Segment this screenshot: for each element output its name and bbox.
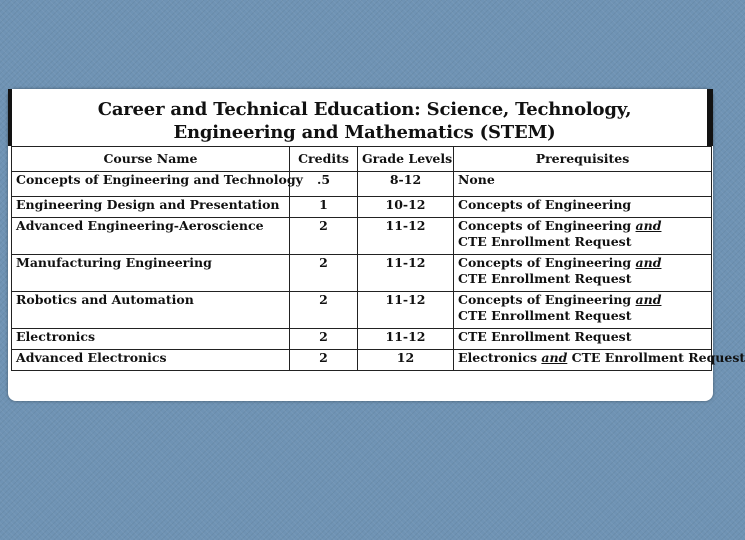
prerequisite-text: CTE Enrollment Request bbox=[458, 234, 632, 249]
grade-levels-cell: 11-12 bbox=[358, 329, 454, 350]
table-row bbox=[12, 255, 712, 292]
header-grade-levels: Grade Levels bbox=[358, 147, 454, 172]
credits-cell: 2 bbox=[290, 350, 358, 371]
credits-cell: 2 bbox=[290, 255, 358, 292]
prerequisites-cell bbox=[454, 350, 745, 371]
prerequisite-connector: and bbox=[635, 255, 662, 270]
prerequisite-line bbox=[458, 197, 707, 213]
prerequisite-line bbox=[458, 329, 707, 345]
prerequisite-line bbox=[458, 218, 707, 234]
prerequisite-line bbox=[458, 292, 707, 308]
grade-levels-cell: 11-12 bbox=[358, 292, 454, 329]
course-name-cell: Electronics bbox=[12, 329, 290, 350]
prerequisite-line bbox=[458, 308, 707, 324]
course-name-cell: Robotics and Automation bbox=[12, 292, 290, 329]
prerequisite-text: CTE Enrollment Request bbox=[458, 308, 632, 323]
prerequisites-cell bbox=[454, 218, 712, 255]
prerequisite-text: None bbox=[458, 172, 495, 187]
prerequisites-cell bbox=[454, 255, 712, 292]
prerequisite-text: Concepts of Engineering bbox=[458, 218, 636, 233]
prerequisite-connector: and bbox=[635, 292, 662, 307]
table-row bbox=[12, 218, 712, 255]
prerequisites-cell bbox=[454, 197, 712, 218]
prerequisites-cell bbox=[454, 172, 712, 197]
prerequisite-connector: and bbox=[541, 350, 568, 365]
prerequisite-line bbox=[458, 234, 707, 250]
grade-levels-cell: 11-12 bbox=[358, 255, 454, 292]
prerequisite-text: Concepts of Engineering bbox=[458, 255, 636, 270]
prerequisites-cell bbox=[454, 329, 712, 350]
credits-cell: 2 bbox=[290, 292, 358, 329]
courses-table bbox=[11, 146, 745, 371]
prerequisite-line bbox=[458, 350, 745, 366]
title-line-2: Engineering and Mathematics (STEM) bbox=[173, 122, 556, 143]
grade-levels-cell: 11-12 bbox=[358, 218, 454, 255]
prerequisite-line bbox=[458, 271, 707, 287]
title-box bbox=[12, 89, 707, 146]
table-row bbox=[12, 329, 712, 350]
course-name-cell: Manufacturing Engineering bbox=[12, 255, 290, 292]
course-name-cell: Advanced Electronics bbox=[12, 350, 290, 371]
course-name-cell: Engineering Design and Presentation bbox=[12, 197, 290, 218]
prerequisite-text: CTE Enrollment Request bbox=[458, 329, 632, 344]
credits-cell: 2 bbox=[290, 218, 358, 255]
prerequisite-text: Concepts of Engineering bbox=[458, 292, 636, 307]
course-rows bbox=[12, 172, 745, 371]
grade-levels-cell: 12 bbox=[358, 350, 454, 371]
prerequisite-line bbox=[458, 255, 707, 271]
header-prerequisites: Prerequisites bbox=[454, 147, 712, 172]
prerequisite-text: CTE Enrollment Request bbox=[458, 271, 632, 286]
prerequisite-connector: and bbox=[635, 218, 662, 233]
slide-card bbox=[8, 89, 745, 401]
course-name-cell: Advanced Engineering-Aeroscience bbox=[12, 218, 290, 255]
table-header-row bbox=[12, 147, 712, 172]
credits-cell: .5 bbox=[290, 172, 358, 197]
table-row bbox=[12, 197, 712, 218]
prerequisite-text: Concepts of Engineering bbox=[458, 197, 632, 212]
header-credits: Credits bbox=[290, 147, 358, 172]
header-course-name: Course Name bbox=[12, 147, 290, 172]
prerequisite-line bbox=[458, 172, 707, 188]
table-row bbox=[12, 292, 712, 329]
credits-cell: 1 bbox=[290, 197, 358, 218]
credits-cell: 2 bbox=[290, 329, 358, 350]
grade-levels-cell: 10-12 bbox=[358, 197, 454, 218]
course-name-cell: Concepts of Engineering and Technology bbox=[12, 172, 290, 197]
prerequisites-cell bbox=[454, 292, 712, 329]
table-row bbox=[12, 172, 712, 197]
grade-levels-cell: 8-12 bbox=[358, 172, 454, 197]
prerequisite-text: Electronics bbox=[458, 350, 542, 365]
title-line-1: Career and Technical Education: Science, Technology, bbox=[97, 99, 632, 120]
prerequisite-text-after: CTE Enrollment Request bbox=[567, 350, 745, 365]
table-row bbox=[12, 350, 712, 371]
